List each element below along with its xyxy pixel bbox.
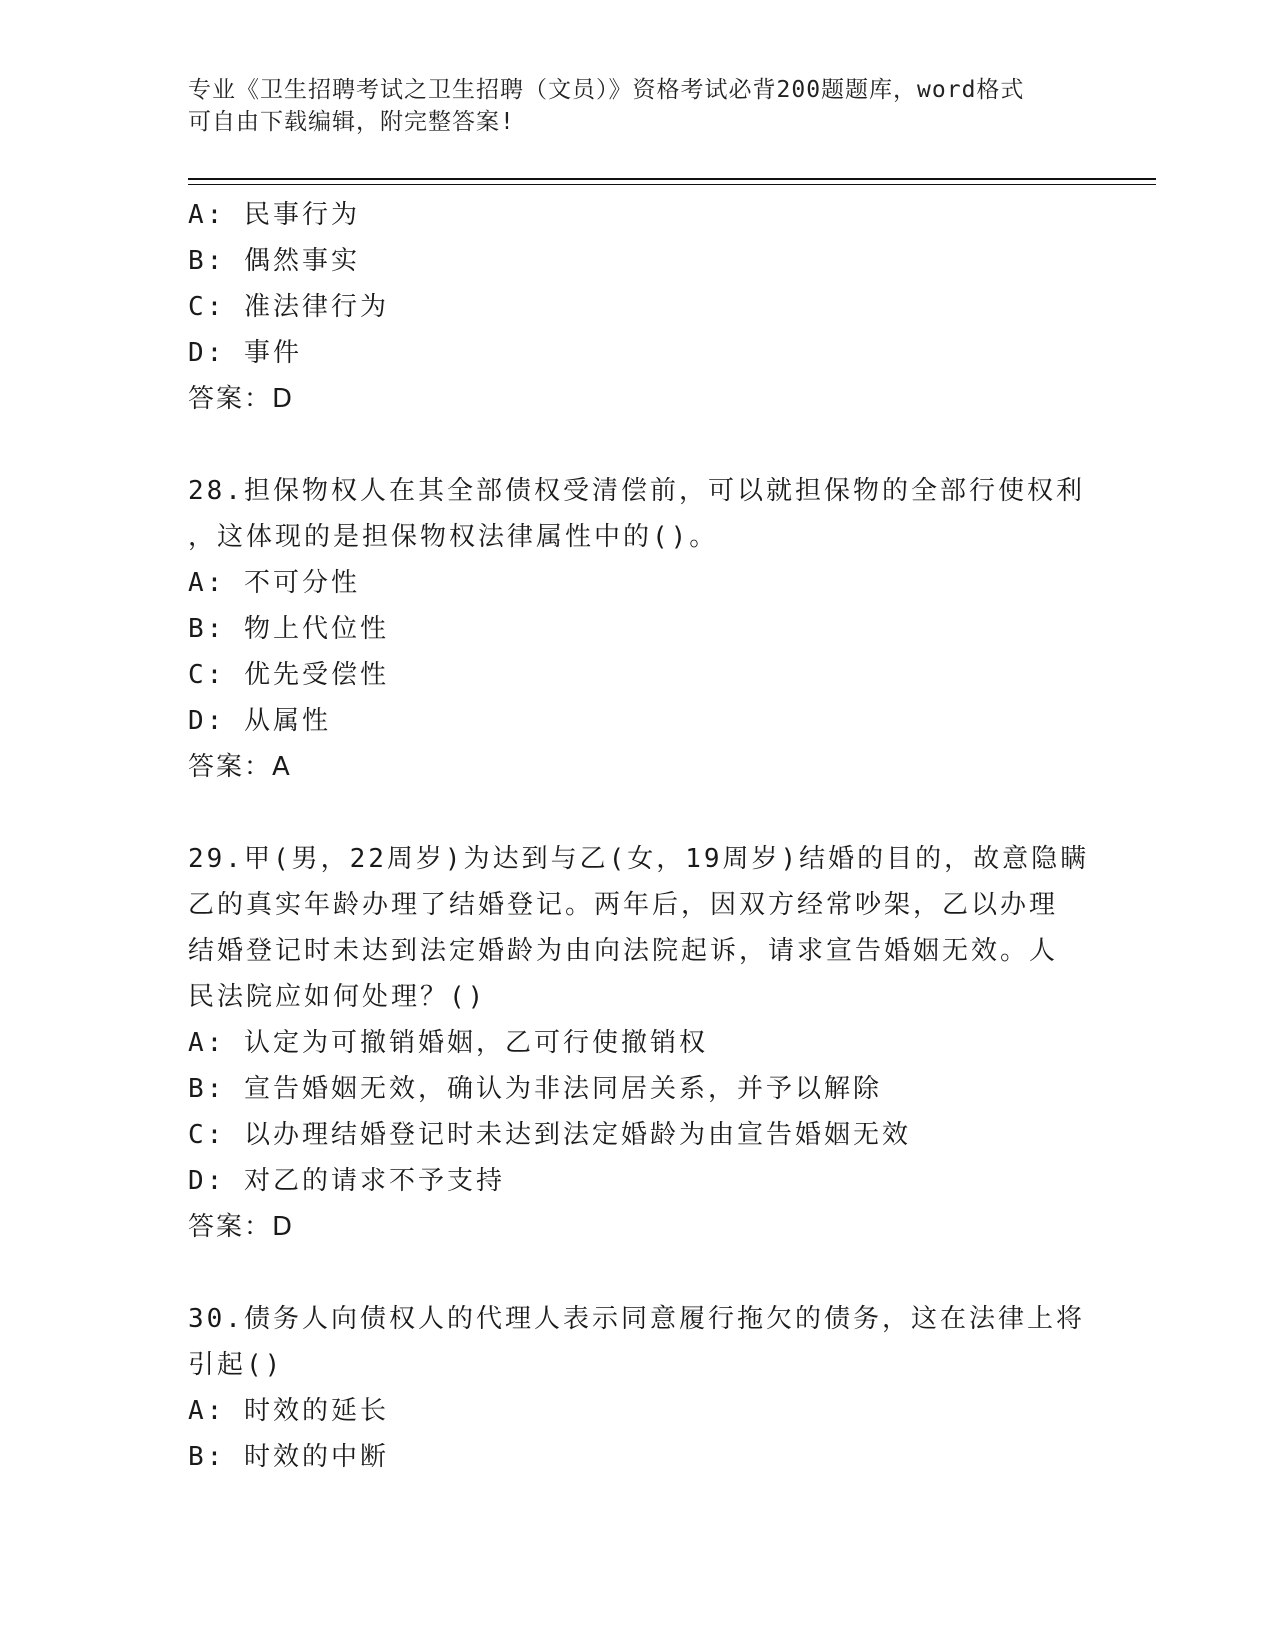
- question-27: [188, 192, 1088, 422]
- question-stem-line: 乙的真实年龄办理了结婚登记。两年后，因双方经常吵架，乙以办理: [188, 890, 1059, 920]
- spacer: [188, 790, 1088, 836]
- spacer: [188, 1250, 1088, 1296]
- question-stem-line: 民法院应如何处理？(): [188, 982, 487, 1012]
- answer-line: 答案：A: [188, 752, 292, 782]
- question-stem-line: 28.担保物权人在其全部债权受清偿前，可以就担保物的全部行使权利: [188, 476, 1085, 506]
- option-d: D: 事件: [188, 338, 302, 368]
- question-29: [188, 836, 1088, 1250]
- option-b: B: 偶然事实: [188, 246, 360, 276]
- option-d: D: 对乙的请求不予支持: [188, 1166, 505, 1196]
- question-stem-line: 结婚登记时未达到法定婚龄为由向法院起诉，请求宣告婚姻无效。人: [188, 936, 1059, 966]
- spacer: [188, 422, 1088, 468]
- option-a: A: 时效的延长: [188, 1396, 389, 1426]
- header-line-1: 专业《卫生招聘考试之卫生招聘（文员）》资格考试必背200题题库，word格式: [188, 77, 1025, 103]
- option-b: B: 时效的中断: [188, 1442, 389, 1472]
- header-divider-thick: [188, 178, 1156, 180]
- question-stem-line: 引起(): [188, 1350, 284, 1380]
- option-a: A: 认定为可撤销婚姻，乙可行使撤销权: [188, 1028, 708, 1058]
- question-content: [188, 192, 1088, 1480]
- header-line-2: 可自由下载编辑，附完整答案!: [188, 109, 515, 135]
- option-d: D: 从属性: [188, 706, 331, 736]
- option-a: A: 不可分性: [188, 568, 360, 598]
- question-stem-line: 30.债务人向债权人的代理人表示同意履行拖欠的债务，这在法律上将: [188, 1304, 1085, 1334]
- question-stem-line: 29.甲(男，22周岁)为达到与乙(女，19周岁)结婚的目的，故意隐瞒: [188, 844, 1090, 874]
- option-b: B: 宣告婚姻无效，确认为非法同居关系，并予以解除: [188, 1074, 882, 1104]
- question-stem-line: ，这体现的是担保物权法律属性中的()。: [188, 522, 719, 552]
- option-c: C: 以办理结婚登记时未达到法定婚龄为由宣告婚姻无效: [188, 1120, 911, 1150]
- document-header: [188, 74, 1088, 138]
- header-divider-thin: [188, 184, 1156, 185]
- question-28: [188, 468, 1088, 790]
- option-a: A: 民事行为: [188, 200, 360, 230]
- option-c: C: 优先受偿性: [188, 660, 389, 690]
- option-b: B: 物上代位性: [188, 614, 389, 644]
- option-c: C: 准法律行为: [188, 292, 389, 322]
- answer-line: 答案：D: [188, 384, 295, 414]
- question-30: [188, 1296, 1088, 1480]
- answer-line: 答案：D: [188, 1212, 295, 1242]
